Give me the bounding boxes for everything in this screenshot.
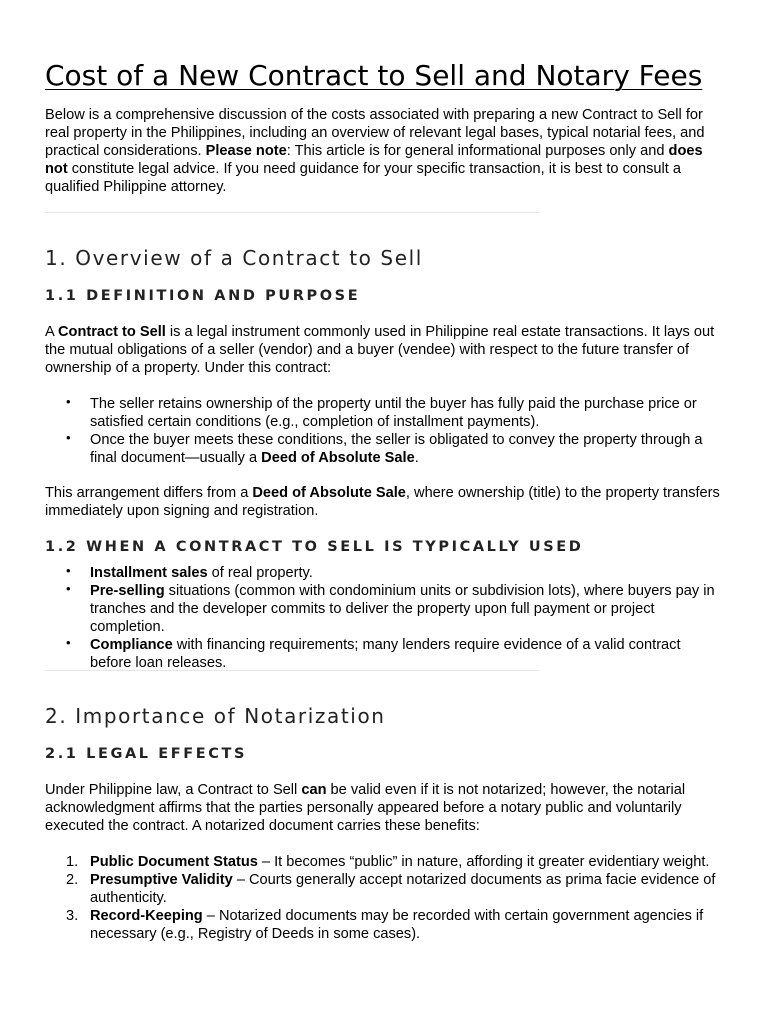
definition-bullet-list <box>45 395 725 467</box>
list-item <box>45 431 725 467</box>
difference-paragraph <box>45 484 725 520</box>
bullet-icon: • <box>66 394 71 409</box>
list-number: 2. <box>66 872 79 888</box>
intro-bold-please-note: Please note <box>205 143 287 159</box>
page-title: Cost of a New Contract to Sell and Notary Fees <box>45 59 703 92</box>
legal-bold-can: can <box>301 782 327 798</box>
section-2-heading: 2. Importance of Notarization <box>45 704 386 728</box>
list-number: 1. <box>66 854 79 870</box>
difference-bold: Deed of Absolute Sale <box>252 485 406 501</box>
intro-text-2: : This article is for general informational purposes only and <box>286 143 669 159</box>
bullet-icon: • <box>66 430 71 445</box>
divider <box>45 212 539 213</box>
legal-effects-paragraph <box>45 781 725 835</box>
difference-text-2: , where ownership (title) to the property transfers immediately upon signing and registration. <box>45 485 720 519</box>
bullet-bold: Deed of Absolute Sale <box>261 450 415 466</box>
list-item <box>45 564 725 582</box>
section-1-1-heading: 1.1 DEFINITION AND PURPOSE <box>45 288 361 304</box>
usage-bullet-list <box>45 564 725 672</box>
definition-bold: Contract to Sell <box>57 324 166 340</box>
item-bold: Public Document Status <box>90 854 258 870</box>
intro-paragraph <box>45 106 725 196</box>
bullet-bold: Installment sales <box>90 565 208 581</box>
divider <box>45 670 539 671</box>
item-text: – Notarized documents may be recorded with certain government agencies if necessary (e.g., Registry of Deeds in some cases). <box>90 908 704 942</box>
list-item <box>45 853 725 871</box>
list-item <box>45 636 725 672</box>
item-text: – It becomes “public” in nature, affording it greater evidentiary weight. <box>257 854 710 870</box>
legal-text-2: be valid even if it is not notarized; however, the notarial acknowledgment affirms that the parties personally appeared before a notary public and voluntarily executed the contract. A notarized document carries these benefits: <box>45 782 686 834</box>
item-bold: Presumptive Validity <box>90 872 233 888</box>
definition-paragraph <box>45 323 725 377</box>
list-item <box>45 582 725 636</box>
intro-text-1: Below is a comprehensive discussion of the costs associated with preparing a new Contract to Sell for real property in the Philippines, including an overview of relevant legal bases, typical notarial fees, and practical considerations. <box>45 107 705 159</box>
section-1-heading: 1. Overview of a Contract to Sell <box>45 246 423 270</box>
bullet-bold: Pre-selling <box>90 583 165 599</box>
bullet-text: situations (common with condominium units or subdivision lots), where buyers pay in tranches and the developer commits to deliver the property upon full payment or project completion. <box>90 583 715 635</box>
section-1-2-heading: 1.2 WHEN A CONTRACT TO SELL IS TYPICALLY USED <box>45 539 584 555</box>
definition-text-1: A <box>45 324 58 340</box>
section-2-1-heading: 2.1 LEGAL EFFECTS <box>45 746 248 762</box>
list-number: 3. <box>66 908 79 924</box>
bullet-text: with financing requirements; many lenders require evidence of a valid contract before loan releases. <box>90 637 681 671</box>
bullet-icon: • <box>66 563 71 578</box>
bullet-text: The seller retains ownership of the property until the buyer has fully paid the purchase price or satisfied certain conditions (e.g., completion of installment payments). <box>90 396 697 430</box>
list-item <box>45 907 725 943</box>
benefits-numbered-list <box>45 853 725 943</box>
list-item <box>45 395 725 431</box>
bullet-bold: Compliance <box>90 637 173 653</box>
bullet-text: Once the buyer meets these conditions, the seller is obligated to convey the property through a final document—usually a <box>90 432 703 466</box>
intro-text-3: constitute legal advice. If you need guidance for your specific transaction, it is best to consult a qualified Philippine attorney. <box>45 161 681 195</box>
legal-text-1: Under Philippine law, a Contract to Sell <box>45 782 302 798</box>
bullet-text-end: . <box>414 450 419 466</box>
definition-text-2: is a legal instrument commonly used in Philippine real estate transactions. It lays out the mutual obligations of a seller (vendor) and a buyer (vendee) with respect to the future transfer of ownership of a property. Under this contract: <box>45 324 715 376</box>
list-item <box>45 871 725 907</box>
difference-text-1: This arrangement differs from a <box>45 485 253 501</box>
bullet-icon: • <box>66 635 71 650</box>
intro-bold-does-not: does not <box>45 143 703 177</box>
bullet-text: of real property. <box>207 565 313 581</box>
item-text: – Courts generally accept notarized documents as prima facie evidence of authenticity. <box>90 872 716 906</box>
bullet-icon: • <box>66 581 71 596</box>
item-bold: Record-Keeping <box>90 908 203 924</box>
